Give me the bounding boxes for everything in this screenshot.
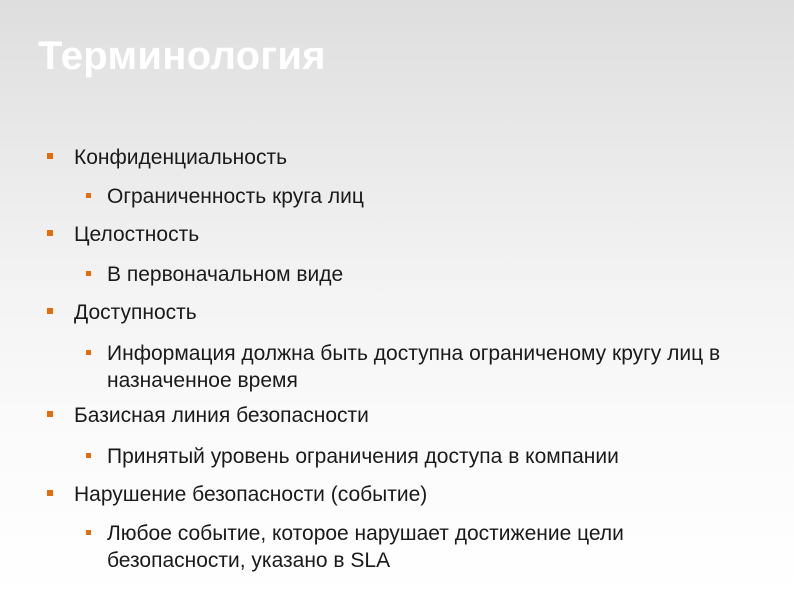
bullet-text: Нарушение безопасности (событие) xyxy=(74,483,428,506)
bullet-square-icon xyxy=(86,350,91,355)
sub-bullet-item xyxy=(107,261,747,288)
bullet-square-icon xyxy=(86,530,91,535)
bullet-text: Информация должна быть доступна ограниченому кругу лиц в назначенное время xyxy=(107,342,721,392)
bullet-item-security-breach xyxy=(74,481,427,508)
bullet-text: Доступность xyxy=(74,301,197,324)
bullet-text: Принятый уровень ограничения доступа в компании xyxy=(107,445,619,468)
bullet-square-icon xyxy=(86,193,91,198)
bullet-square-icon xyxy=(86,453,91,458)
bullet-text: Базисная линия безопасности xyxy=(74,404,369,427)
bullet-square-icon xyxy=(47,490,53,496)
bullet-square-icon xyxy=(86,271,91,276)
bullet-item-availability xyxy=(74,299,197,326)
bullet-text: В первоначальном виде xyxy=(107,263,344,286)
bullet-text: Ограниченность круга лиц xyxy=(107,185,364,208)
bullet-text: Целостность xyxy=(74,223,200,246)
bullet-square-icon xyxy=(47,230,53,236)
bullet-square-icon xyxy=(47,153,53,159)
bullet-text: Любое событие, которое нарушает достижение цели безопасности, указано в SLA xyxy=(107,522,624,572)
sub-bullet-item xyxy=(107,183,747,210)
slide-title: Терминология xyxy=(38,34,326,78)
bullet-item-security-baseline xyxy=(74,402,369,429)
sub-bullet-item xyxy=(107,340,747,394)
bullet-square-icon xyxy=(47,411,53,417)
sub-bullet-item xyxy=(107,443,747,470)
bullet-text: Конфиденциальность xyxy=(74,146,288,169)
bullet-item-integrity xyxy=(74,221,199,248)
bullet-item-confidentiality xyxy=(74,144,287,171)
sub-bullet-item xyxy=(107,520,747,574)
bullet-square-icon xyxy=(47,308,53,314)
